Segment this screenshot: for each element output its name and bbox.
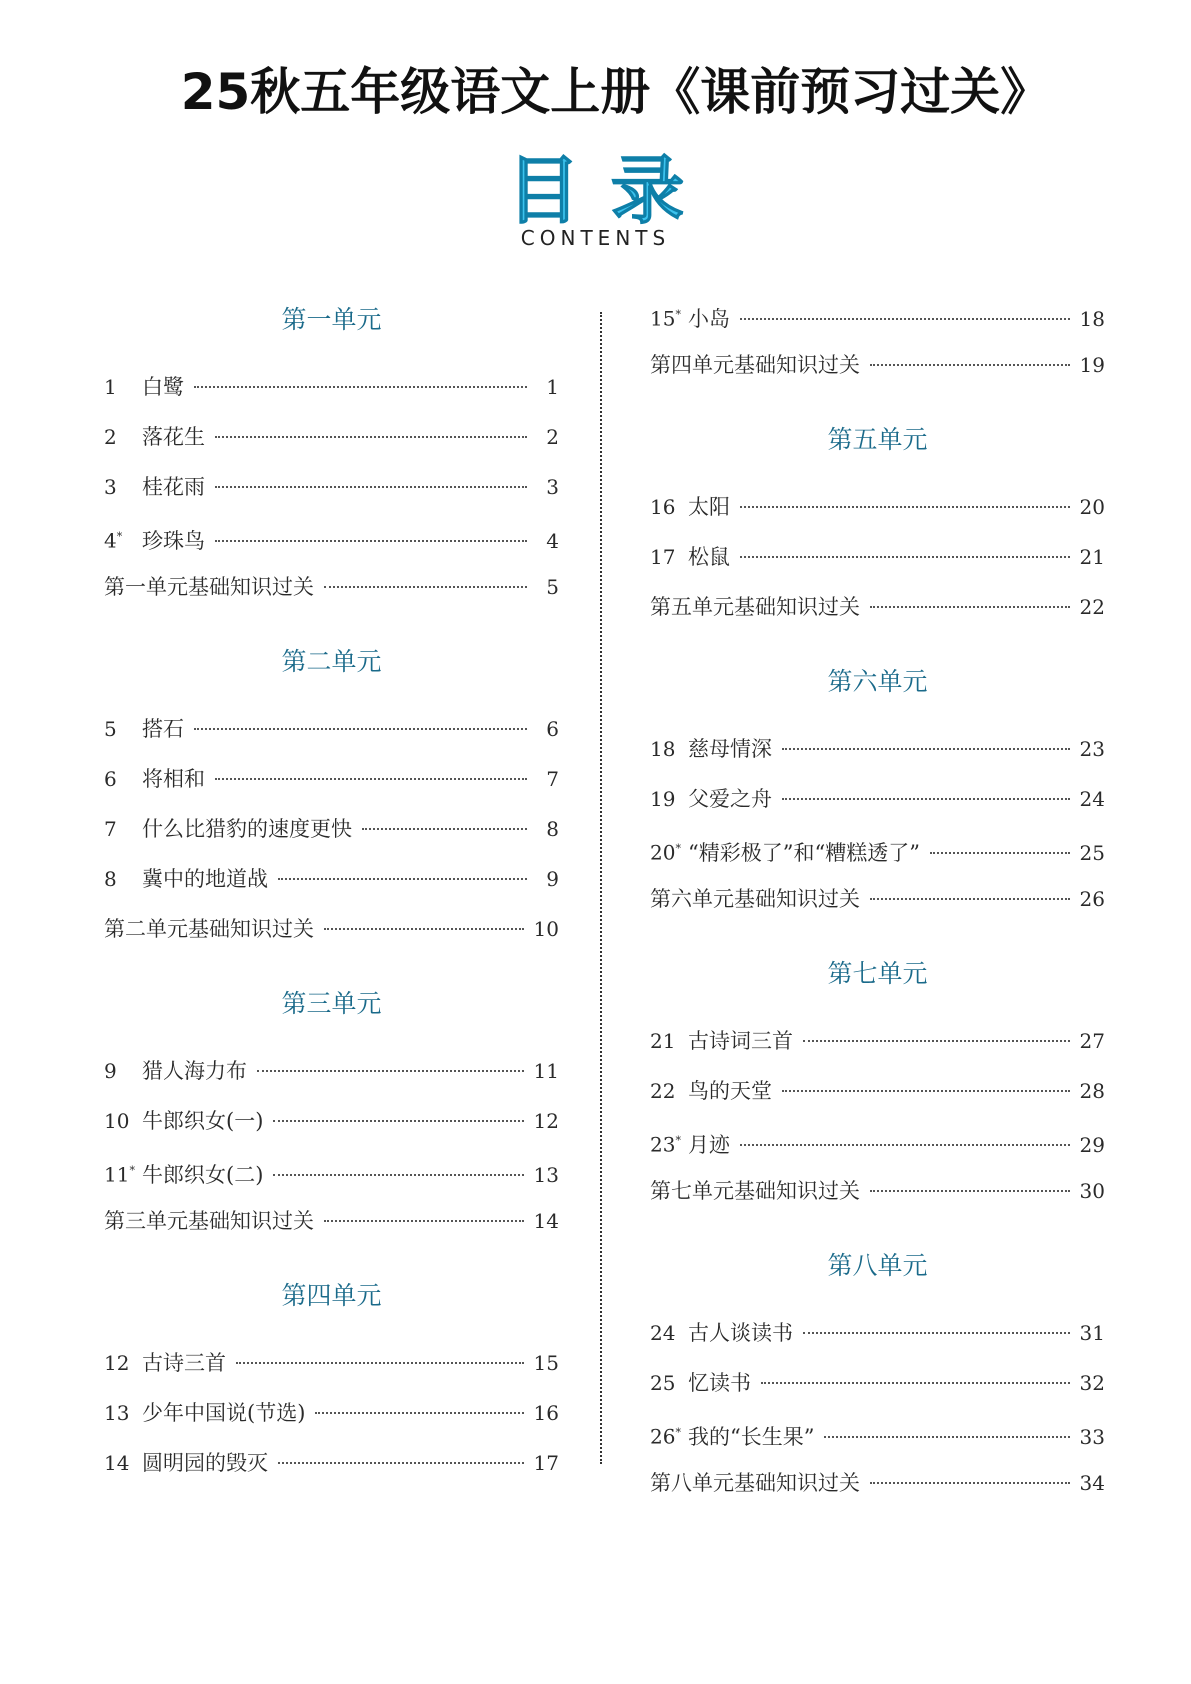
lesson-number bbox=[104, 854, 142, 904]
page-number: 14 bbox=[533, 1209, 559, 1233]
spacer bbox=[650, 1216, 1105, 1236]
dot-leader bbox=[740, 318, 1070, 320]
lesson-title: 第六单元基础知识过关 bbox=[650, 887, 860, 911]
page-number: 33 bbox=[1079, 1424, 1105, 1449]
lesson-title: 桂花雨 bbox=[142, 475, 205, 499]
lesson-number bbox=[650, 290, 688, 344]
lesson-number-text: 9 bbox=[104, 1059, 117, 1083]
page-number: 21 bbox=[1079, 545, 1105, 569]
page-number: 7 bbox=[546, 767, 559, 791]
dot-leader bbox=[870, 898, 1070, 900]
spacer bbox=[650, 924, 1105, 944]
page-number: 32 bbox=[1079, 1371, 1105, 1395]
lesson-number bbox=[104, 754, 142, 804]
dot-leader bbox=[740, 1144, 1070, 1146]
lesson-number-text: 17 bbox=[650, 545, 676, 569]
lesson-title: 牛郎织女(一) bbox=[142, 1109, 264, 1133]
dot-leader bbox=[257, 1070, 524, 1072]
lesson-title: 圆明园的毁灭 bbox=[142, 1451, 268, 1475]
toc-entry[interactable] bbox=[650, 1408, 1105, 1458]
dot-leader bbox=[315, 1412, 523, 1414]
page-number: 31 bbox=[1079, 1321, 1105, 1345]
optional-star-icon: * bbox=[675, 842, 681, 855]
unit-title: 第五单元 bbox=[827, 425, 928, 454]
lesson-number-text: 8 bbox=[104, 867, 117, 891]
dot-leader bbox=[324, 928, 524, 930]
optional-star-icon: * bbox=[129, 1164, 135, 1177]
toc-entry-review[interactable] bbox=[650, 340, 1105, 390]
toc-entry[interactable] bbox=[104, 1388, 559, 1438]
lesson-number bbox=[104, 1438, 142, 1488]
column-divider bbox=[600, 312, 602, 1464]
toc-entry[interactable] bbox=[650, 532, 1105, 582]
page-number: 28 bbox=[1079, 1079, 1105, 1103]
lesson-title: 牛郎织女(二) bbox=[142, 1162, 264, 1187]
unit-title: 第八单元 bbox=[827, 1251, 928, 1280]
dot-leader bbox=[194, 386, 527, 388]
lesson-number bbox=[650, 482, 688, 532]
toc-entry[interactable] bbox=[104, 754, 559, 804]
toc-entry[interactable] bbox=[104, 412, 559, 462]
page-number: 20 bbox=[1079, 495, 1105, 519]
lesson-number-text: 23 bbox=[650, 1132, 676, 1157]
lesson-title: 第八单元基础知识过关 bbox=[650, 1471, 860, 1495]
spacer bbox=[104, 1246, 559, 1266]
lesson-number-text: 14 bbox=[104, 1451, 130, 1475]
page-number: 15 bbox=[533, 1351, 559, 1375]
lesson-number-text: 5 bbox=[104, 717, 117, 741]
dot-leader bbox=[215, 436, 527, 438]
page-number: 6 bbox=[546, 717, 559, 741]
lesson-number-text: 26 bbox=[650, 1424, 676, 1449]
toc-entry[interactable] bbox=[104, 512, 559, 562]
lesson-number-text: 22 bbox=[650, 1079, 676, 1103]
lesson-number-text: 15 bbox=[650, 306, 676, 331]
lesson-number bbox=[650, 1358, 688, 1408]
lesson-number bbox=[104, 1388, 142, 1438]
lesson-number bbox=[104, 412, 142, 462]
lesson-number-text: 1 bbox=[104, 375, 117, 399]
lesson-title: 第七单元基础知识过关 bbox=[650, 1179, 860, 1203]
lesson-number bbox=[104, 1338, 142, 1388]
toc-entry-review[interactable] bbox=[650, 1166, 1105, 1216]
dot-leader bbox=[194, 728, 527, 730]
toc-entry-review[interactable] bbox=[104, 904, 559, 954]
lesson-number-text: 4 bbox=[104, 528, 117, 553]
lesson-title: 什么比猎豹的速度更快 bbox=[142, 817, 352, 841]
dot-leader bbox=[278, 1462, 524, 1464]
lesson-number bbox=[104, 462, 142, 512]
spacer bbox=[650, 390, 1105, 410]
dot-leader bbox=[803, 1040, 1070, 1042]
unit-title: 第二单元 bbox=[281, 647, 382, 676]
lesson-number-text: 7 bbox=[104, 817, 117, 841]
toc-entry[interactable] bbox=[650, 290, 1105, 340]
dot-leader bbox=[782, 1090, 1070, 1092]
lesson-title: 第一单元基础知识过关 bbox=[104, 575, 314, 599]
dot-leader bbox=[930, 852, 1070, 854]
lesson-title: 古诗词三首 bbox=[688, 1029, 793, 1053]
toc-entry[interactable] bbox=[104, 804, 559, 854]
dot-leader bbox=[324, 586, 527, 588]
toc-entry[interactable] bbox=[104, 854, 559, 904]
lesson-title: 我的“长生果” bbox=[688, 1424, 815, 1449]
dot-leader bbox=[273, 1120, 523, 1122]
lesson-title: 珍珠鸟 bbox=[142, 528, 205, 553]
lesson-title: 落花生 bbox=[142, 425, 205, 449]
lesson-number bbox=[650, 724, 688, 774]
dot-leader bbox=[824, 1436, 1069, 1438]
lesson-number bbox=[104, 1046, 142, 1096]
optional-star-icon: * bbox=[675, 1134, 681, 1147]
lesson-number bbox=[104, 512, 142, 566]
toc-entry[interactable] bbox=[650, 824, 1105, 874]
lesson-number bbox=[650, 1308, 688, 1358]
lesson-number bbox=[104, 804, 142, 854]
lesson-title: 古诗三首 bbox=[142, 1351, 226, 1375]
toc-column-left bbox=[104, 290, 559, 1488]
dot-leader bbox=[236, 1362, 524, 1364]
dot-leader bbox=[278, 878, 527, 880]
page-number: 29 bbox=[1079, 1132, 1105, 1157]
page-number: 9 bbox=[546, 867, 559, 891]
lesson-number bbox=[650, 1408, 688, 1462]
toc-entry[interactable] bbox=[104, 704, 559, 754]
lesson-title: 冀中的地道战 bbox=[142, 867, 268, 891]
lesson-number bbox=[650, 824, 688, 878]
toc-entry[interactable] bbox=[104, 1438, 559, 1488]
lesson-title: 月迹 bbox=[688, 1132, 730, 1157]
lesson-number bbox=[104, 704, 142, 754]
page-number: 22 bbox=[1079, 595, 1105, 619]
page-number: 8 bbox=[546, 817, 559, 841]
optional-star-icon: * bbox=[675, 308, 681, 321]
toc-entry[interactable] bbox=[104, 362, 559, 412]
dot-leader bbox=[215, 486, 527, 488]
toc-entry[interactable] bbox=[650, 1308, 1105, 1358]
toc-entry[interactable] bbox=[650, 724, 1105, 774]
lesson-title: 太阳 bbox=[688, 495, 730, 519]
lesson-number-text: 3 bbox=[104, 475, 117, 499]
lesson-number-text: 20 bbox=[650, 840, 676, 865]
toc-entry[interactable] bbox=[650, 774, 1105, 824]
dot-leader bbox=[782, 748, 1070, 750]
lesson-title: 古人谈读书 bbox=[688, 1321, 793, 1345]
dot-leader bbox=[740, 506, 1070, 508]
lesson-number-text: 16 bbox=[650, 495, 676, 519]
toc-entry[interactable] bbox=[104, 1146, 559, 1196]
dot-leader bbox=[870, 1190, 1070, 1192]
dot-leader bbox=[870, 364, 1070, 366]
lesson-number bbox=[104, 362, 142, 412]
page-number: 19 bbox=[1079, 353, 1105, 377]
lesson-title: 第三单元基础知识过关 bbox=[104, 1209, 314, 1233]
lesson-title: 鸟的天堂 bbox=[688, 1079, 772, 1103]
lesson-title: 白鹭 bbox=[142, 375, 184, 399]
dot-leader bbox=[215, 540, 527, 542]
dot-leader bbox=[324, 1220, 524, 1222]
lesson-title: 慈母情深 bbox=[688, 737, 772, 761]
lesson-title: 第四单元基础知识过关 bbox=[650, 353, 860, 377]
dot-leader bbox=[761, 1382, 1070, 1384]
page-number: 34 bbox=[1079, 1471, 1105, 1495]
lesson-title: 小岛 bbox=[688, 306, 730, 331]
lesson-number bbox=[650, 532, 688, 582]
lesson-title: 少年中国说(节选) bbox=[142, 1401, 306, 1425]
spacer bbox=[104, 954, 559, 974]
page-number: 5 bbox=[546, 575, 559, 599]
lesson-number-text: 12 bbox=[104, 1351, 130, 1375]
dot-leader bbox=[803, 1332, 1070, 1334]
dot-leader bbox=[273, 1174, 523, 1176]
dot-leader bbox=[870, 606, 1070, 608]
page-number: 12 bbox=[533, 1109, 559, 1133]
lesson-title: 父爱之舟 bbox=[688, 787, 772, 811]
toc-entry[interactable] bbox=[650, 482, 1105, 532]
dot-leader bbox=[362, 828, 527, 830]
spacer bbox=[104, 612, 559, 632]
lesson-title: 第二单元基础知识过关 bbox=[104, 917, 314, 941]
lesson-number-text: 19 bbox=[650, 787, 676, 811]
unit-title: 第七单元 bbox=[827, 959, 928, 988]
toc-heading-char-2: 录 bbox=[610, 148, 715, 234]
toc-heading-char-1: 目 bbox=[506, 148, 611, 234]
lesson-title: 搭石 bbox=[142, 717, 184, 741]
lesson-title: 第五单元基础知识过关 bbox=[650, 595, 860, 619]
unit-title: 第四单元 bbox=[281, 1281, 382, 1310]
lesson-number-text: 25 bbox=[650, 1371, 676, 1395]
page-number: 2 bbox=[546, 425, 559, 449]
lesson-number bbox=[650, 1016, 688, 1066]
page-number: 25 bbox=[1079, 840, 1105, 865]
lesson-title: 忆读书 bbox=[688, 1371, 751, 1395]
toc-entry[interactable] bbox=[104, 1338, 559, 1388]
dot-leader bbox=[215, 778, 527, 780]
toc-entry[interactable] bbox=[104, 462, 559, 512]
toc-entry[interactable] bbox=[650, 1066, 1105, 1116]
page-number: 11 bbox=[533, 1059, 559, 1083]
page-number: 24 bbox=[1079, 787, 1105, 811]
lesson-title: 猎人海力布 bbox=[142, 1059, 247, 1083]
optional-star-icon: * bbox=[116, 530, 123, 543]
page-number: 16 bbox=[533, 1401, 559, 1425]
toc-entry[interactable] bbox=[650, 1016, 1105, 1066]
lesson-title: 将相和 bbox=[142, 767, 205, 791]
page-number: 4 bbox=[546, 528, 559, 553]
page-number: 13 bbox=[533, 1162, 559, 1187]
dot-leader bbox=[782, 798, 1070, 800]
toc-entry-review[interactable] bbox=[650, 582, 1105, 632]
page-number: 1 bbox=[546, 375, 559, 399]
lesson-number bbox=[650, 1116, 688, 1170]
page-title: 25秋五年级语文上册《课前预习过关》 bbox=[180, 63, 1051, 121]
lesson-number-text: 18 bbox=[650, 737, 676, 761]
toc-entry[interactable] bbox=[650, 1116, 1105, 1166]
lesson-number bbox=[650, 774, 688, 824]
page-number: 30 bbox=[1079, 1179, 1105, 1203]
unit-title: 第六单元 bbox=[827, 667, 928, 696]
page-number: 17 bbox=[533, 1451, 559, 1475]
lesson-number-text: 13 bbox=[104, 1401, 130, 1425]
page-number: 26 bbox=[1079, 887, 1105, 911]
lesson-title: “精彩极了”和“糟糕透了” bbox=[688, 840, 920, 865]
lesson-number-text: 21 bbox=[650, 1029, 676, 1053]
toc-entry-review[interactable] bbox=[650, 1458, 1105, 1508]
unit-title: 第三单元 bbox=[281, 989, 382, 1018]
lesson-number bbox=[650, 1066, 688, 1116]
toc-entry[interactable] bbox=[104, 1046, 559, 1096]
optional-star-icon: * bbox=[675, 1426, 681, 1439]
contents-label: CONTENTS bbox=[520, 226, 671, 250]
lesson-number bbox=[104, 1146, 142, 1200]
lesson-title: 松鼠 bbox=[688, 545, 730, 569]
lesson-number-text: 24 bbox=[650, 1321, 676, 1345]
page-number: 10 bbox=[533, 917, 559, 941]
dot-leader bbox=[740, 556, 1070, 558]
spacer bbox=[650, 632, 1105, 652]
page-number: 27 bbox=[1079, 1029, 1105, 1053]
lesson-number-text: 10 bbox=[104, 1109, 130, 1133]
toc-entry-review[interactable] bbox=[650, 874, 1105, 924]
dot-leader bbox=[870, 1482, 1070, 1484]
lesson-number-text: 2 bbox=[104, 425, 117, 449]
lesson-number-text: 11 bbox=[104, 1162, 130, 1187]
toc-entry-review[interactable] bbox=[104, 1196, 559, 1246]
unit-title: 第一单元 bbox=[281, 305, 382, 334]
page-number: 23 bbox=[1079, 737, 1105, 761]
toc-heading bbox=[0, 132, 1191, 238]
toc-entry[interactable] bbox=[104, 1096, 559, 1146]
page-number: 18 bbox=[1079, 306, 1105, 331]
lesson-number-text: 6 bbox=[104, 767, 117, 791]
lesson-number bbox=[104, 1096, 142, 1146]
page-number: 3 bbox=[546, 475, 559, 499]
toc-column-right bbox=[650, 290, 1105, 1508]
toc-entry[interactable] bbox=[650, 1358, 1105, 1408]
toc-entry-review[interactable] bbox=[104, 562, 559, 612]
